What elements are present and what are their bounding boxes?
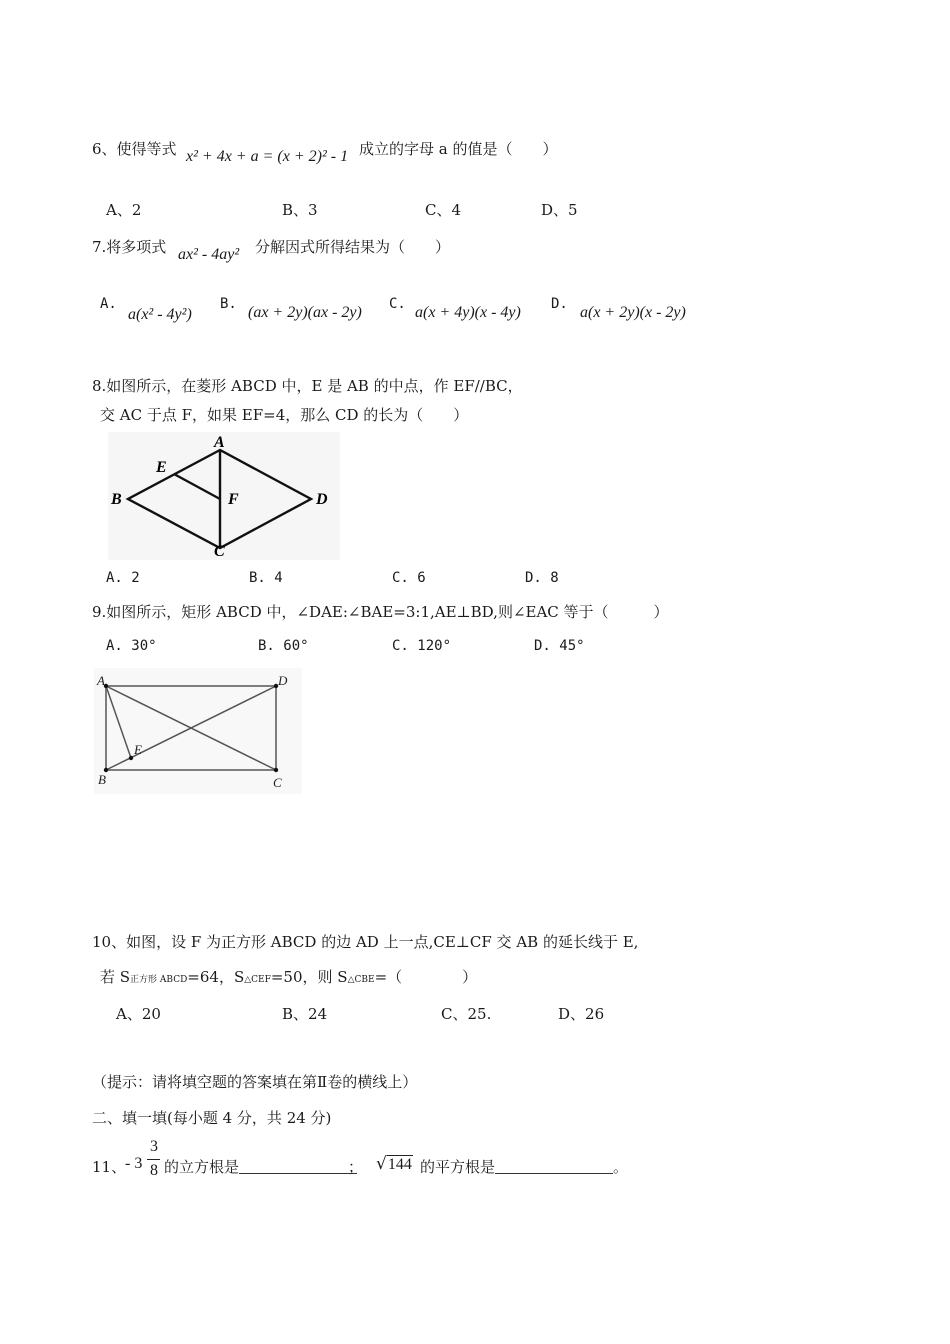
q7-option-d-letter: D. bbox=[551, 296, 568, 312]
q6-equation: x² + 4x + a = (x + 2)² - 1 bbox=[186, 148, 349, 165]
q10-option-c: C、25. bbox=[441, 1005, 492, 1023]
q7-option-d-expr: a(x + 2y)(x - 2y) bbox=[580, 304, 686, 321]
q7-prefix: 7.将多项式 bbox=[92, 238, 167, 256]
q10-line1: 10、如图，设 F 为正方形 ABCD 的边 AD 上一点,CE⊥CF 交 AB 的延长线于 E, bbox=[92, 933, 639, 951]
q6-prefix: 6、使得等式 bbox=[92, 140, 177, 158]
q11-denominator: 8 bbox=[150, 1162, 158, 1179]
q11-prefix: 11、 bbox=[92, 1158, 127, 1176]
q11-fraction-bar bbox=[147, 1159, 160, 1160]
q11-text1: 的立方根是 bbox=[164, 1156, 357, 1177]
q6-option-c: C、4 bbox=[425, 201, 462, 219]
q11-mixed-whole: - 3 bbox=[125, 1155, 143, 1172]
q10-option-a: A、20 bbox=[116, 1005, 161, 1023]
q8-line1: 8.如图所示，在菱形 ABCD 中，E 是 AB 的中点，作 EF//BC， bbox=[92, 377, 523, 395]
q8-option-c: C. 6 bbox=[392, 570, 426, 586]
rhombus-figure bbox=[108, 432, 340, 560]
q7-suffix: 分解因式所得结果为（ ） bbox=[255, 238, 451, 256]
rect-label-c: C bbox=[273, 775, 282, 790]
q10-option-d: D、26 bbox=[558, 1005, 605, 1023]
q11-separator: ； bbox=[348, 1158, 364, 1176]
q10-line2: 若 S正方形 ABCD=64，S△CEF=50，则 S△CBE=（ ） bbox=[100, 968, 478, 986]
section-heading: 二、填一填(每小题 4 分，共 24 分) bbox=[92, 1109, 332, 1127]
q11-answer-blank-1[interactable] bbox=[239, 1159, 357, 1174]
q7-option-a-expr: a(x² - 4y²) bbox=[128, 306, 192, 323]
q10-option-b: B、24 bbox=[282, 1005, 328, 1023]
q8-option-d: D. 8 bbox=[525, 570, 559, 586]
q6-suffix: 成立的字母 a 的值是（ ） bbox=[359, 140, 558, 158]
q6-option-d: D、5 bbox=[541, 201, 578, 219]
rhombus-label-c: C bbox=[214, 543, 225, 560]
q8-line2: 交 AC 于点 F，如果 EF=4，那么 CD 的长为（ ） bbox=[100, 406, 469, 424]
q9-option-b: B. 60° bbox=[258, 638, 309, 654]
rect-label-d: D bbox=[278, 673, 288, 688]
rhombus-label-a: A bbox=[214, 434, 225, 451]
q11-numerator: 3 bbox=[150, 1138, 158, 1155]
rect-label-e: E bbox=[134, 742, 142, 757]
q7-option-c-expr: a(x + 4y)(x - 4y) bbox=[415, 304, 521, 321]
rhombus-label-b: B bbox=[111, 491, 122, 508]
q11-text2: 的平方根是 。 bbox=[420, 1158, 629, 1176]
q9-option-c: C. 120° bbox=[392, 638, 452, 654]
rect-label-a: A bbox=[97, 673, 105, 688]
rhombus-label-e: E bbox=[156, 459, 167, 476]
q7-option-b-letter: B. bbox=[220, 296, 237, 312]
q8-option-b: B. 4 bbox=[249, 570, 283, 586]
q7-option-c-letter: C. bbox=[389, 296, 406, 312]
hint-text: （提示：请将填空题的答案填在第Ⅱ卷的横线上） bbox=[92, 1073, 418, 1091]
q11-answer-blank-2[interactable] bbox=[495, 1159, 613, 1174]
q9-line1: 9.如图所示，矩形 ABCD 中，∠DAE:∠BAE=3:1,AE⊥BD,则∠EAC 等于（ ） bbox=[92, 603, 669, 621]
rect-label-b: B bbox=[98, 772, 106, 787]
q9-option-a: A. 30° bbox=[106, 638, 157, 654]
q7-option-a-letter: A. bbox=[100, 296, 117, 312]
q7-option-b-expr: (ax + 2y)(ax - 2y) bbox=[248, 304, 362, 321]
q6-option-a: A、2 bbox=[106, 201, 142, 219]
rhombus-label-f: F bbox=[228, 491, 239, 508]
q6-option-b: B、3 bbox=[282, 201, 318, 219]
q8-option-a: A. 2 bbox=[106, 570, 140, 586]
rectangle-figure bbox=[94, 668, 302, 794]
q11-sqrt: √144 bbox=[376, 1154, 412, 1174]
rhombus-label-d: D bbox=[316, 491, 328, 508]
q7-expr: ax² - 4ay² bbox=[178, 246, 240, 263]
q9-option-d: D. 45° bbox=[534, 638, 585, 654]
